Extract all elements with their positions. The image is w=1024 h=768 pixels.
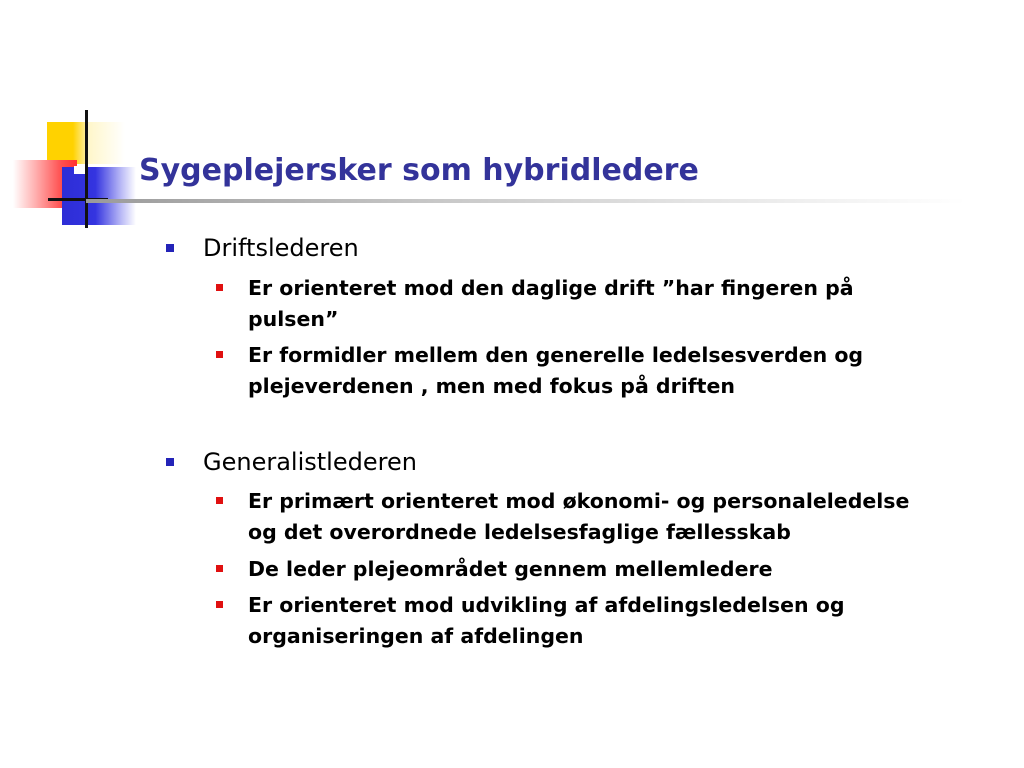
list-item-text-line: Er primært orienteret mod økonomi- og personaleledelse [248,489,910,513]
square-bullet-icon [216,565,223,572]
slide-title: Sygeplejersker som hybridledere [139,153,699,188]
section-heading [203,234,359,262]
square-bullet-icon [216,601,223,608]
list-item-text-line: plejeverdenen , men med fokus på driften [248,374,735,398]
square-bullet-icon [166,244,174,252]
yellow-square-fade [87,122,125,164]
list-item-text-line: Er orienteret mod udvikling af afdelingsledelsen og [248,593,845,617]
list-item [248,340,998,402]
list-item [248,273,998,335]
square-bullet-icon [216,351,223,358]
vertical-line [85,110,88,228]
section-heading-text: Generalistlederen [203,448,417,476]
section-heading-text: Driftslederen [203,234,359,262]
list-item [248,486,998,548]
decorative-logo-squares [0,0,140,240]
list-item [248,590,998,652]
blue-square [62,167,136,225]
list-item-text-line: og det overordnede ledelsesfaglige fællesskab [248,520,791,544]
list-item [248,554,998,585]
section-heading [203,448,417,476]
list-item-text-line: Er formidler mellem den generelle ledelsesverden og [248,343,864,367]
yellow-square [47,122,87,164]
square-bullet-icon [166,458,174,466]
list-item-text-line: De leder plejeområdet gennem mellemledere [248,557,773,581]
square-bullet-icon [216,497,223,504]
title-underline-rule [86,199,966,203]
list-item-text-line: Er orienteret mod den daglige drift ”har fingeren på [248,276,854,300]
list-item-text-line: organiseringen af afdelingen [248,624,584,648]
list-item-text-line: pulsen” [248,307,339,331]
square-bullet-icon [216,284,223,291]
